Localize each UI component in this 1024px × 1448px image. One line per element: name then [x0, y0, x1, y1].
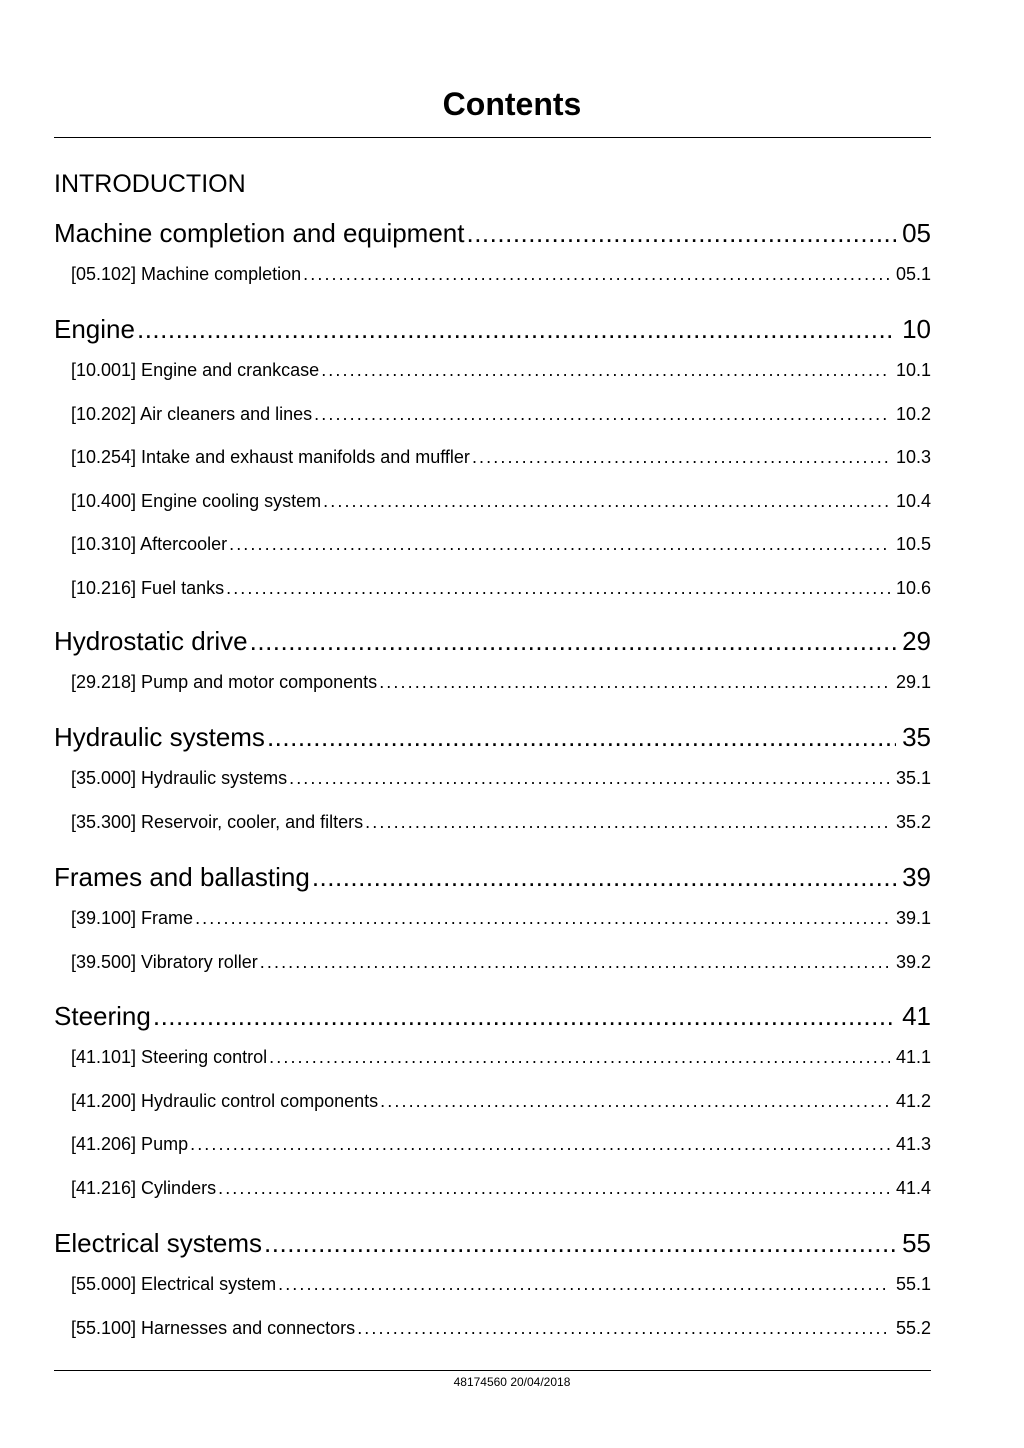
toc-section-label: Electrical systems: [54, 1228, 263, 1258]
toc-item[interactable]: [54, 812, 931, 833]
toc-leader-dots: [380, 1091, 890, 1112]
toc-section-page: 10: [902, 314, 931, 344]
toc-section[interactable]: [54, 862, 931, 893]
toc-item[interactable]: [54, 404, 931, 425]
toc-item[interactable]: [54, 1047, 931, 1068]
toc-section[interactable]: [54, 218, 931, 249]
toc-section-label: Steering: [54, 1001, 151, 1031]
toc-leader-dots: [314, 404, 890, 425]
toc-item-page: 10.1: [895, 360, 931, 380]
toc-leader-dots: [226, 578, 890, 599]
toc-item-page: 05.1: [895, 264, 931, 284]
toc-item-page: 10.3: [895, 447, 931, 467]
toc-leader-dots: [153, 1001, 896, 1032]
toc-leader-dots: [250, 626, 896, 657]
toc-item-label: [10.202] Air cleaners and lines: [71, 403, 313, 424]
toc-item-label: [41.200] Hydraulic control components: [71, 1090, 379, 1111]
toc-item[interactable]: [54, 360, 931, 381]
toc-leader-dots: [466, 218, 896, 249]
toc-item-label: [39.500] Vibratory roller: [71, 951, 258, 972]
toc-leader-dots: [365, 812, 890, 833]
toc-leader-dots: [323, 491, 890, 512]
toc-item-page: 41.1: [895, 1047, 931, 1067]
toc-item-label: [10.254] Intake and exhaust manifolds and muffler: [71, 447, 470, 467]
toc-leader-dots: [137, 314, 896, 345]
toc-section[interactable]: [54, 722, 931, 753]
toc-section-page: 05: [902, 218, 931, 248]
toc-item-label: [10.001] Engine and crankcase: [71, 360, 320, 380]
toc-item-label: [39.100] Frame: [71, 908, 194, 928]
toc-item-label: [35.300] Reservoir, cooler, and filters: [71, 811, 364, 832]
page-footer: 48174560 20/04/2018: [453, 1375, 571, 1389]
toc-section[interactable]: [54, 1228, 931, 1259]
toc-item[interactable]: [54, 1318, 931, 1339]
toc-section-label: Hydrostatic drive: [54, 626, 248, 656]
toc-item-page: 10.2: [895, 403, 931, 424]
toc-section-label: Engine: [54, 314, 135, 344]
toc-leader-dots: [190, 1134, 890, 1155]
toc-item[interactable]: [54, 491, 931, 512]
toc-section-label: Hydraulic systems: [54, 722, 265, 752]
toc-leader-dots: [264, 1228, 896, 1259]
toc-leader-dots: [229, 534, 890, 555]
toc-leader-dots: [357, 1318, 890, 1339]
toc-leader-dots: [195, 908, 890, 929]
toc-section-page: 39: [902, 862, 931, 892]
toc-item-page: 35.2: [895, 811, 931, 832]
toc-leader-dots: [269, 1047, 890, 1068]
toc-item-page: 55.1: [895, 1274, 931, 1294]
toc-item-label: [29.218] Pump and motor components: [71, 672, 378, 692]
toc-item-label: [41.206] Pump: [71, 1134, 189, 1154]
toc-item[interactable]: [54, 672, 931, 693]
page-title: Contents: [442, 86, 582, 122]
toc-section-page: 35: [902, 722, 931, 752]
toc-section-page: 55: [902, 1228, 931, 1258]
toc-leader-dots: [289, 768, 890, 789]
toc-section[interactable]: [54, 1001, 931, 1032]
toc-item-page: 55.2: [895, 1317, 931, 1338]
toc-leader-dots: [218, 1178, 890, 1199]
toc-leader-dots: [260, 952, 890, 973]
toc-item-page: 10.5: [895, 534, 931, 554]
toc-section-label: Frames and ballasting: [54, 862, 310, 892]
introduction-heading: INTRODUCTION: [54, 170, 246, 198]
toc-item-label: [55.100] Harnesses and connectors: [71, 1317, 356, 1338]
toc-item[interactable]: [54, 578, 931, 599]
toc-item[interactable]: [54, 908, 931, 929]
toc-item-label: [10.216] Fuel tanks: [71, 577, 225, 598]
toc-item-page: 41.4: [895, 1177, 931, 1198]
toc-section[interactable]: [54, 626, 931, 657]
toc-item[interactable]: [54, 1178, 931, 1199]
toc-item[interactable]: [54, 1091, 931, 1112]
toc-item-page: 39.1: [895, 908, 931, 928]
toc-leader-dots: [267, 722, 896, 753]
toc-item[interactable]: [54, 264, 931, 285]
toc-item-page: 39.2: [895, 951, 931, 972]
bottom-rule: [54, 1370, 931, 1371]
toc-item-label: [10.400] Engine cooling system: [71, 490, 322, 511]
toc-item-label: [35.000] Hydraulic systems: [71, 768, 288, 788]
toc-item-label: [10.310] Aftercooler: [71, 534, 228, 554]
toc-item[interactable]: [54, 534, 931, 555]
toc-section[interactable]: [54, 314, 931, 345]
toc-item-label: [41.216] Cylinders: [71, 1177, 217, 1198]
toc-leader-dots: [278, 1274, 890, 1295]
toc-item[interactable]: [54, 952, 931, 973]
toc-leader-dots: [321, 360, 890, 381]
toc-item-page: 10.6: [895, 577, 931, 598]
toc-item-page: 41.3: [895, 1134, 931, 1154]
toc-item-label: [55.000] Electrical system: [71, 1274, 277, 1294]
toc-item-page: 29.1: [895, 672, 931, 692]
toc-item-label: [41.101] Steering control: [71, 1047, 268, 1067]
toc-section-label: Machine completion and equipment: [54, 218, 465, 248]
toc-section-page: 29: [902, 626, 931, 656]
toc-leader-dots: [303, 264, 890, 285]
toc-item[interactable]: [54, 1134, 931, 1155]
toc-section-page: 41: [902, 1001, 931, 1031]
toc-leader-dots: [472, 447, 890, 468]
toc-leader-dots: [312, 862, 896, 893]
toc-item-page: 41.2: [895, 1090, 931, 1111]
toc-item[interactable]: [54, 1274, 931, 1295]
toc-leader-dots: [379, 672, 890, 693]
toc-item[interactable]: [54, 447, 931, 468]
toc-item-label: [05.102] Machine completion: [71, 264, 302, 284]
top-rule: [54, 137, 931, 138]
toc-item-page: 10.4: [895, 490, 931, 511]
toc-item[interactable]: [54, 768, 931, 789]
toc-item-page: 35.1: [895, 768, 931, 788]
